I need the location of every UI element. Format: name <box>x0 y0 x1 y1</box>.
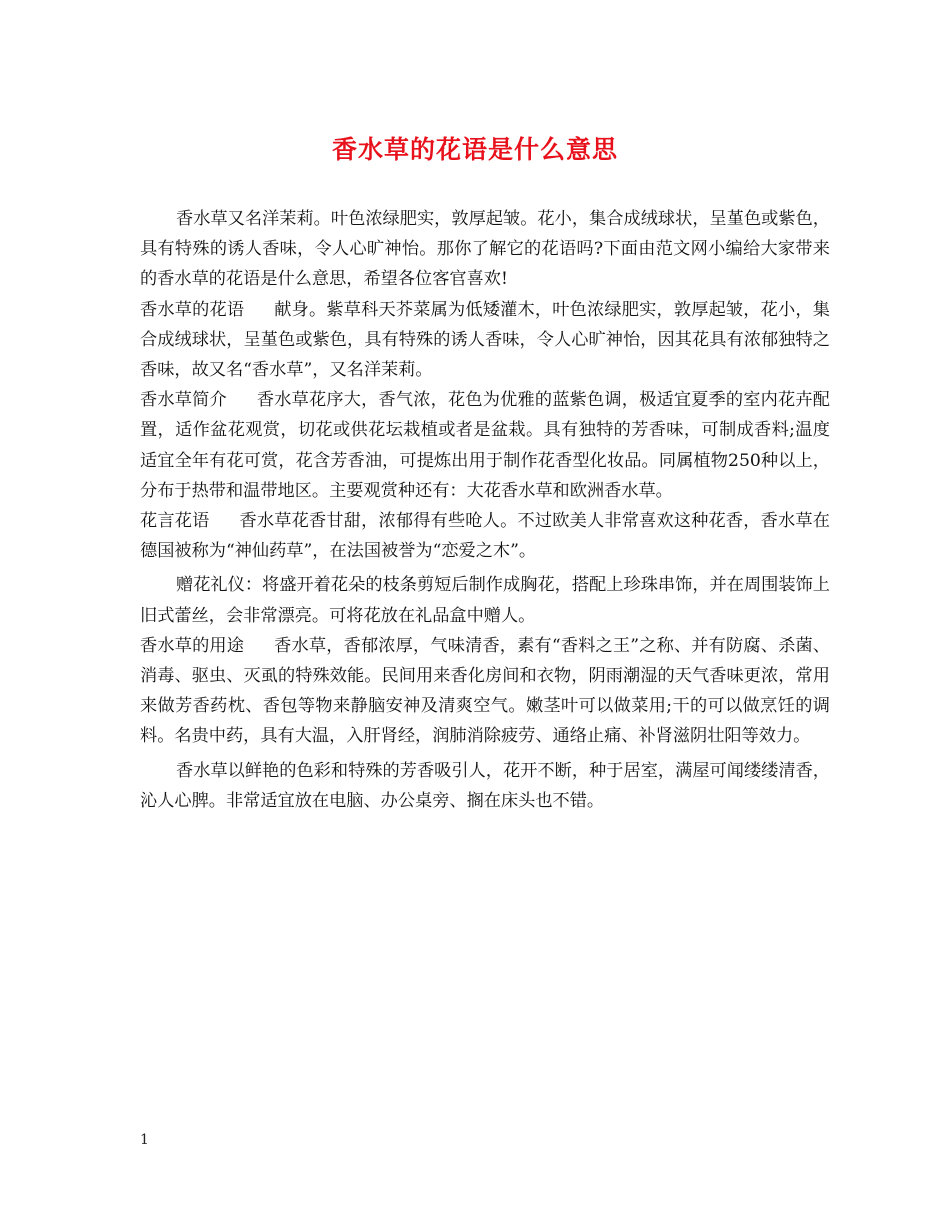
section-text: 香水草花香甘甜，浓郁得有些呛人。不过欧美人非常喜欢这种花香，香水草在德国被称为“神仙药草”，在法国被誉为“恋爱之木”。 <box>140 511 830 562</box>
document-body <box>140 204 830 816</box>
section-flower-words <box>140 506 830 566</box>
section-heading: 香水草的花语 <box>140 299 245 320</box>
intro-paragraph: 香水草又名洋茉莉。叶色浓绿肥实，敦厚起皱。花小，集合成绒球状，呈堇色或紫色，具有特殊的诱人香味，令人心旷神怡。那你了解它的花语吗?下面由范文网小编给大家带来的香水草的花语是什么意思，希望各位客官喜欢! <box>140 209 830 290</box>
section-uses <box>140 631 830 752</box>
closing-paragraph: 香水草以鲜艳的色彩和特殊的芳香吸引人，花开不断，种于居室，满屋可闻缕缕清香，沁人心脾。非常适宜放在电脑、办公桌旁、搁在床头也不错。 <box>140 760 830 811</box>
section-text: 献身。紫草科天芥菜属为低矮灌木，叶色浓绿肥实，敦厚起皱，花小，集合成绒球状，呈堇色或紫色，具有特殊的诱人香味，令人心旷神怡，因其花具有浓郁独特之香味，故又名“香水草”，又名洋茉莉。 <box>140 299 830 381</box>
gift-etiquette-paragraph: 赠花礼仪：将盛开着花朵的枝条剪短后制作成胸花，搭配上珍珠串饰，并在周围装饰上旧式蕾丝，会非常漂亮。可将花放在礼品盒中赠人。 <box>140 575 830 626</box>
page-number: 1 <box>140 1132 149 1148</box>
section-heading: 香水草的用途 <box>140 635 245 656</box>
section-flower-language <box>140 295 830 386</box>
section-heading: 花言花语 <box>140 511 210 532</box>
section-heading: 香水草简介 <box>140 390 227 411</box>
section-introduction <box>140 385 830 506</box>
section-text: 香水草花序大，香气浓，花色为优雅的蓝紫色调，极适宜夏季的室内花卉配置，适作盆花观赏，切花或供花坛栽植或者是盆栽。具有独特的芳香味，可制成香料;温度适宜全年有花可赏，花含芳香油，可提炼出用于制作花香型化妆品。同属植物250种以上，分布于热带和温带地区。主要观赏种还有：大花香水草和欧洲香水草。 <box>140 390 830 501</box>
document-title: 香水草的花语是什么意思 <box>331 135 618 164</box>
section-text: 香水草，香郁浓厚，气味清香，素有“香料之王”之称、并有防腐、杀菌、消毒、驱虫、灭虱的特殊效能。民间用来香化房间和衣物，阴雨潮湿的天气香味更浓，常用来做芳香药枕、香包等物来静脑安神及清爽空气。嫩茎叶可以做菜用;干的可以做烹饪的调料。名贵中药，具有大温，入肝肾经，润肺消除疲劳、通络止痛、补肾滋阴壮阳等效力。 <box>140 635 830 747</box>
